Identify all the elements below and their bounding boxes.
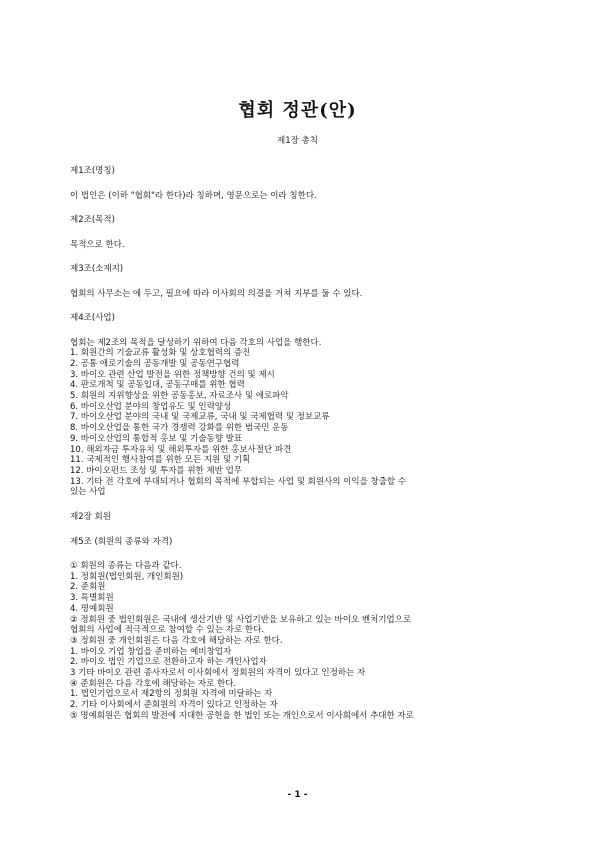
chapter-1-heading: 제1장 총칙	[277, 136, 318, 146]
list-item: 4. 명예회원	[70, 603, 114, 614]
document-title: 협회 정관(안)	[238, 100, 357, 121]
list-item: 4. 판로개척 및 공동입대, 공동구매를 위한 협력	[70, 380, 245, 391]
article-5-list	[70, 561, 530, 722]
list-item: 2. 준회원	[70, 582, 106, 593]
list-item: 3. 특별회원	[70, 593, 114, 604]
list-item: 5. 회원의 지위향상을 위한 공동홍보, 자료조사 및 애로파악	[70, 391, 289, 402]
article-4-list	[70, 338, 530, 499]
list-item: ② 정회원 중 법인회원은 국내에 생산기반 및 사업기반을 보유하고 있는 바이오 벤처기업으로	[70, 614, 412, 625]
article-3-heading: 제3조(소재지)	[70, 264, 124, 274]
list-item: 1. 정회원(법인회원, 개인회원)	[70, 571, 184, 582]
list-item: ③ 정회원 중 개인회원은 다음 각호에 해당하는 자로 한다.	[70, 635, 283, 646]
list-item: ① 회원의 종류는 다음과 같다.	[70, 561, 182, 572]
list-item: 7. 바이오산업 분야의 국내 및 국제교류, 국내 및 국제협력 및 정보교류	[70, 412, 330, 423]
list-item: ④ 준회원은 다음 각호에 해당하는 자로 한다.	[70, 678, 237, 689]
list-item: 협회의 사업에 적극적으로 참여할 수 있는 자로 한다.	[70, 625, 265, 636]
article-2-heading: 제2조(목적)	[70, 215, 115, 225]
article-4-intro: 협회는 제2조의 목적을 달성하기 위하여 다음 각호의 사업을 행한다.	[70, 337, 322, 348]
document-body	[70, 152, 530, 722]
article-2-text: 목적으로 한다.	[70, 239, 125, 250]
list-item: 10. 해외자금 투자유치 및 해외투자를 위한 홍보사절단 파견	[70, 444, 292, 455]
list-item: 2. 공통 애로기술의 공동개발 및 공동연구협력	[70, 358, 240, 369]
list-item: 8. 바이오산업을 통한 국가 경쟁력 강화를 위한 범국민 운동	[70, 423, 289, 434]
list-item: 1. 회원간의 기술교류 활성화 및 상호협력의 증진	[70, 348, 251, 359]
article-1-text: 이 법인은 (이하 "협회"라 한다)라 칭하며, 영문으로는 이라 칭한다.	[70, 190, 317, 201]
chapter-2-heading: 제2장 회원	[70, 512, 111, 523]
list-item: 있는 사업	[70, 487, 106, 498]
article-4-heading: 제4조(사업)	[70, 313, 115, 323]
page-number: - 1 -	[287, 790, 308, 800]
list-item: 1. 법인기업으로서 제2항의 정회원 자격에 미달하는 자	[70, 689, 273, 700]
article-1-heading: 제1조(명칭)	[70, 166, 115, 176]
article-3-text: 협회의 사무소는 에 두고, 필요에 따라 이사회의 의결을 거쳐 지부를 둘 수 있다.	[70, 288, 363, 299]
list-item: 9. 바이오산업의 통합적 홍보 및 기술동향 발표	[70, 433, 243, 444]
article-5-heading: 제5조 (회원의 종류와 자격)	[70, 536, 173, 547]
list-item: 12. 바이오펀드 조성 및 투자를 위한 제반 업무	[70, 465, 243, 476]
list-item: 3 기타 바이오 관련 종사자로서 이사회에서 정회원의 자격이 있다고 인정하는 자	[70, 668, 366, 679]
list-item: 2. 바이오 법인 기업으로 전환하고자 하는 개인사업자	[70, 657, 267, 668]
list-item: 2. 기타 이사회에서 준회원의 자격이 있다고 인정하는 자	[70, 700, 278, 711]
list-item: 6. 바이오산업 분야의 창업유도 및 인력양성	[70, 401, 232, 412]
list-item: ⑤ 명예회원은 협회의 발전에 지대한 공헌을 한 법인 또는 개인으로서 이사회에서 추대한 자로	[70, 710, 414, 721]
list-item: 1. 바이오 기업 창업을 준비하는 예비창업자	[70, 646, 232, 657]
list-item: 13. 기타 전 각호에 부대되거나 협회의 목적에 부합되는 사업 및 회원사의 이익을 창출할 수	[70, 476, 407, 487]
list-item: 11. 국제적인 행사참여를 위한 모든 지원 및 기획	[70, 455, 251, 466]
list-item: 3. 바이오 관련 산업 발전을 위한 정책방향 건의 및 제시	[70, 369, 275, 380]
